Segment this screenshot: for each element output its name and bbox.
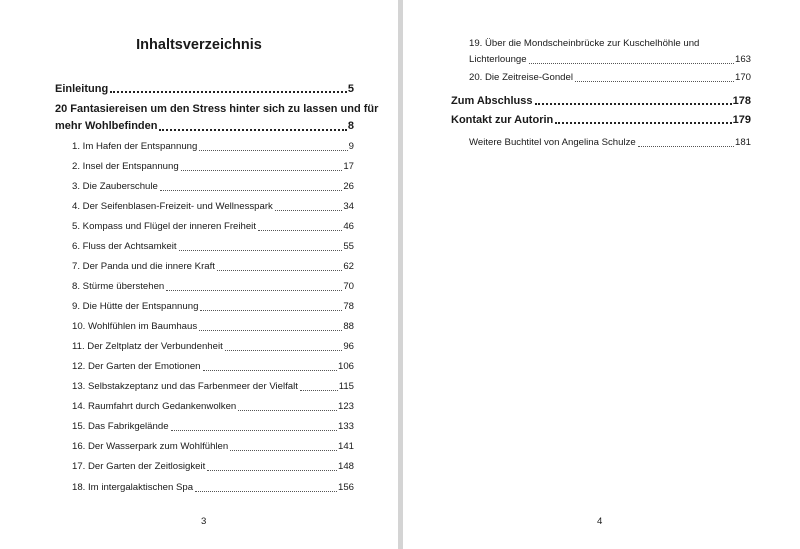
toc-page: 34 <box>343 201 354 212</box>
dot-leader <box>300 390 338 391</box>
dot-leader <box>529 63 734 64</box>
dot-leader <box>195 491 337 492</box>
toc-entry-1 <box>72 141 354 153</box>
toc-label: 2. Insel der Entspannung <box>72 161 179 172</box>
toc-page: 88 <box>343 321 354 332</box>
toc-page: 46 <box>343 221 354 232</box>
dot-leader <box>638 146 734 147</box>
right-page <box>403 0 800 549</box>
toc-label: 9. Die Hütte der Entspannung <box>72 301 199 312</box>
page-number: 3 <box>201 516 207 527</box>
toc-label: 12. Der Garten der Emotionen <box>72 361 201 372</box>
dot-leader <box>159 129 346 131</box>
toc-page: 163 <box>734 54 751 65</box>
dot-leader <box>199 330 342 331</box>
toc-label-line1: 20 Fantasiereisen um den Stress hinter sich zu lassen und für <box>55 103 379 115</box>
toc-page: 17 <box>343 161 354 172</box>
toc-entry-2 <box>72 161 354 173</box>
toc-entry-fantasiereisen <box>55 101 379 135</box>
toc-page: 181 <box>734 137 751 148</box>
dot-leader <box>238 410 337 411</box>
toc-label-line2-row <box>55 118 354 135</box>
toc-entry-4 <box>72 201 354 213</box>
toc-entry-kontakt <box>451 114 751 126</box>
dot-leader <box>575 81 734 82</box>
toc-entry-einleitung <box>55 83 354 95</box>
page-number: 4 <box>597 516 603 527</box>
toc-page: 133 <box>337 421 354 432</box>
dot-leader <box>171 430 337 431</box>
toc-label: 16. Der Wasserpark zum Wohlfühlen <box>72 441 229 452</box>
page-title: Inhaltsverzeichnis <box>136 37 262 53</box>
toc-entry-3 <box>72 181 354 193</box>
toc-label: Weitere Buchtitel von Angelina Schulze <box>469 137 636 148</box>
dot-leader <box>179 250 343 251</box>
toc-label: 20. Die Zeitreise-Gondel <box>469 72 573 83</box>
toc-page: 141 <box>337 441 354 452</box>
toc-label-line2-row <box>469 52 751 68</box>
toc-entry-6 <box>72 241 354 253</box>
dot-leader <box>225 350 343 351</box>
toc-entry-5 <box>72 221 354 233</box>
toc-entry-zum-abschluss <box>451 95 751 107</box>
toc-entry-19 <box>469 36 751 68</box>
toc-label: 13. Selbstakzeptanz und das Farbenmeer der Vielfalt <box>72 381 298 392</box>
toc-entry-20 <box>469 72 751 84</box>
dot-leader <box>535 103 732 105</box>
toc-page: 78 <box>343 301 354 312</box>
toc-entry-18 <box>72 482 354 494</box>
toc-entry-14 <box>72 401 354 413</box>
toc-label: Zum Abschluss <box>451 95 533 107</box>
toc-page: 96 <box>343 341 354 352</box>
dot-leader <box>166 290 342 291</box>
toc-entry-10 <box>72 321 354 333</box>
toc-label: 1. Im Hafen der Entspannung <box>72 141 198 152</box>
toc-page: 106 <box>337 361 354 372</box>
dot-leader <box>200 310 342 311</box>
toc-label: 11. Der Zeltplatz der Verbundenheit <box>72 341 223 352</box>
dot-leader <box>160 190 342 191</box>
toc-entry-17 <box>72 461 354 473</box>
toc-page: 62 <box>343 261 354 272</box>
toc-label-line1: 19. Über die Mondscheinbrücke zur Kuschelhöhle und <box>469 38 700 49</box>
toc-entry-12 <box>72 361 354 373</box>
toc-label: 8. Stürme überstehen <box>72 281 165 292</box>
toc-page: 9 <box>348 141 354 152</box>
toc-entry-9 <box>72 301 354 313</box>
toc-entry-13 <box>72 381 354 393</box>
toc-page: 178 <box>732 95 751 107</box>
toc-page: 156 <box>337 482 354 493</box>
toc-entry-11 <box>72 341 354 353</box>
toc-page: 5 <box>347 83 354 95</box>
dot-leader <box>217 270 342 271</box>
toc-label: 10. Wohlfühlen im Baumhaus <box>72 321 198 332</box>
toc-page: 8 <box>347 120 354 132</box>
dot-leader <box>230 450 337 451</box>
dot-leader <box>181 170 343 171</box>
dot-leader <box>275 210 342 211</box>
dot-leader <box>110 91 347 93</box>
toc-label: 15. Das Fabrikgelände <box>72 421 169 432</box>
dot-leader <box>199 150 347 151</box>
toc-label: Einleitung <box>55 83 109 95</box>
toc-label: 6. Fluss der Achtsamkeit <box>72 241 177 252</box>
toc-page: 170 <box>734 72 751 83</box>
toc-label: 14. Raumfahrt durch Gedankenwolken <box>72 401 237 412</box>
toc-page: 179 <box>732 114 751 126</box>
toc-entry-16 <box>72 441 354 453</box>
toc-label: 5. Kompass und Flügel der inneren Freiheit <box>72 221 256 232</box>
toc-entry-weitere-buchtitel <box>469 137 751 149</box>
toc-label: 18. Im intergalaktischen Spa <box>72 482 194 493</box>
toc-entry-7 <box>72 261 354 273</box>
dot-leader <box>203 370 337 371</box>
toc-label: 3. Die Zauberschule <box>72 181 158 192</box>
toc-label: 17. Der Garten der Zeitlosigkeit <box>72 461 206 472</box>
dot-leader <box>258 230 342 231</box>
toc-entry-15 <box>72 421 354 433</box>
dot-leader <box>207 470 337 471</box>
toc-label-line2: Lichterlounge <box>469 54 527 65</box>
toc-entry-8 <box>72 281 354 293</box>
toc-label: 7. Der Panda und die innere Kraft <box>72 261 215 272</box>
toc-page: 148 <box>337 461 354 472</box>
dot-leader <box>555 122 731 124</box>
toc-label: Kontakt zur Autorin <box>451 114 554 126</box>
toc-page: 115 <box>338 381 354 392</box>
toc-page: 55 <box>343 241 354 252</box>
left-page <box>0 0 398 549</box>
toc-page: 70 <box>343 281 354 292</box>
toc-page: 26 <box>343 181 354 192</box>
toc-label: 4. Der Seifenblasen-Freizeit- und Wellnesspark <box>72 201 273 212</box>
toc-label-line2: mehr Wohlbefinden <box>55 120 158 132</box>
toc-page: 123 <box>337 401 354 412</box>
